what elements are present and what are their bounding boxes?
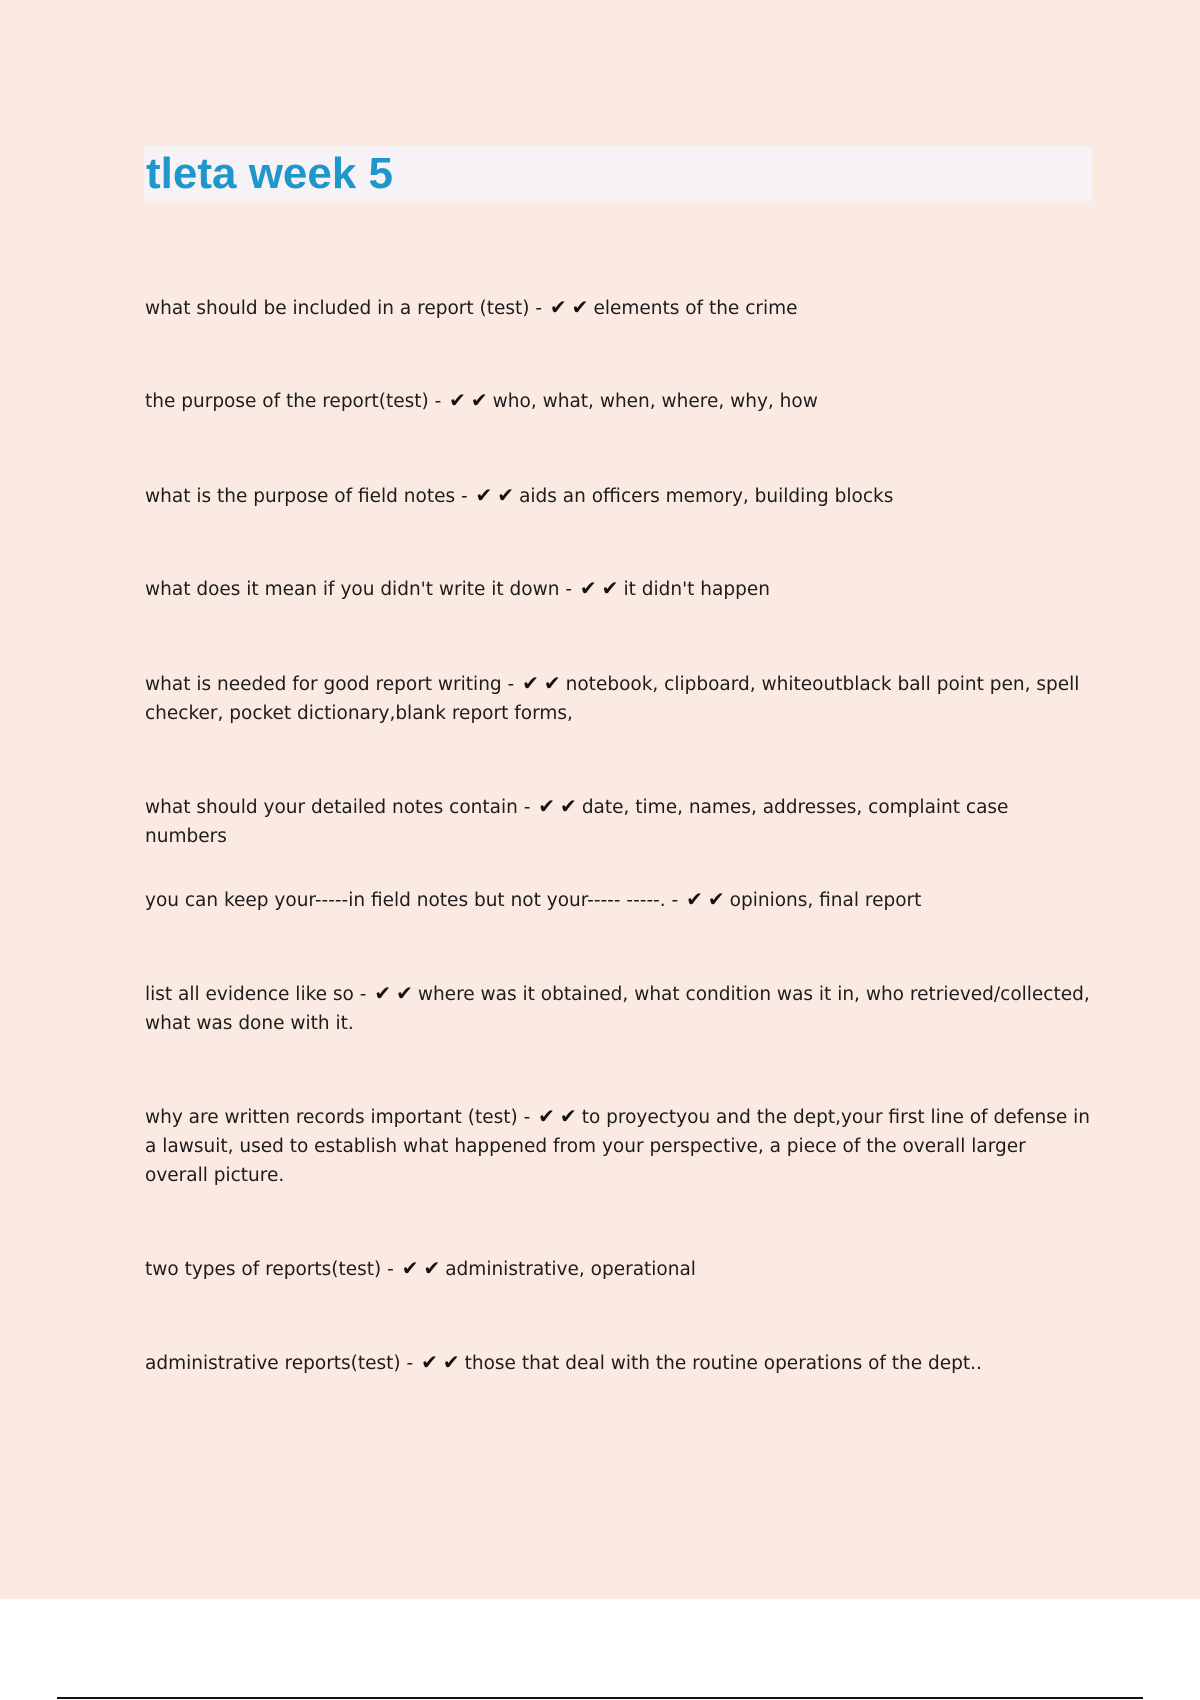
check-icon: ✔✔	[374, 981, 418, 1005]
check-icon: ✔✔	[579, 576, 624, 600]
answer-text: to proyectyou and the dept,your first line of defense in a lawsuit, used to establish what happened from your perspective, a piece of the overall larger overall picture.	[145, 1107, 1090, 1186]
check-icon: ✔✔	[475, 483, 520, 507]
qa-item	[145, 1348, 1090, 1378]
question-text: what should be included in a report (test) -	[145, 298, 543, 319]
check-icon: ✔✔	[549, 295, 594, 319]
qa-item	[145, 574, 1090, 604]
answer-text: those that deal with the routine operations of the dept..	[464, 1353, 982, 1374]
answer-text: date, time, names, addresses, complaint case numbers	[145, 797, 1009, 847]
question-text: list all evidence like so -	[145, 984, 367, 1005]
check-icon: ✔✔	[421, 1350, 465, 1374]
question-text: what is the purpose of field notes -	[145, 486, 468, 507]
qa-item	[145, 386, 1090, 416]
qa-item	[145, 979, 1090, 1038]
question-text: you can keep your-----in field notes but not your----- -----. -	[145, 890, 679, 911]
check-icon: ✔✔	[538, 1104, 582, 1128]
check-icon: ✔✔	[449, 388, 493, 412]
qa-item	[145, 1102, 1090, 1190]
question-text: administrative reports(test) -	[145, 1353, 414, 1374]
question-text: what should your detailed notes contain -	[145, 797, 531, 818]
qa-item	[145, 792, 1090, 851]
answer-text: notebook, clipboard, whiteoutblack ball point pen, spell checker, pocket dictionary,blank report forms,	[145, 674, 1080, 724]
check-icon: ✔✔	[522, 671, 566, 695]
check-icon: ✔✔	[686, 887, 730, 911]
answer-text: it didn't happen	[623, 579, 770, 600]
qa-item	[145, 293, 1090, 323]
qa-item	[145, 669, 1090, 728]
document-title: tleta week 5	[146, 149, 394, 198]
qa-item	[145, 1254, 1090, 1284]
title-banner	[144, 146, 1092, 201]
check-icon: ✔✔	[401, 1256, 446, 1280]
answer-text: who, what, when, where, why, how	[492, 391, 818, 412]
answer-text: aids an officers memory, building blocks	[519, 486, 894, 507]
answer-text: where was it obtained, what condition was it in, who retrieved/collected, what was done with it.	[145, 984, 1090, 1034]
qa-item	[145, 885, 1090, 915]
qa-item	[145, 481, 1090, 511]
check-icon: ✔✔	[538, 794, 582, 818]
answer-text: elements of the crime	[593, 298, 798, 319]
question-text: two types of reports(test) -	[145, 1259, 394, 1280]
answer-text: administrative, operational	[445, 1259, 696, 1280]
question-text: why are written records important (test) -	[145, 1107, 531, 1128]
question-text: what does it mean if you didn't write it down -	[145, 579, 573, 600]
question-text: the purpose of the report(test) -	[145, 391, 442, 412]
footer-divider	[57, 1697, 1143, 1699]
question-text: what is needed for good report writing -	[145, 674, 515, 695]
answer-text: opinions, final report	[729, 890, 922, 911]
